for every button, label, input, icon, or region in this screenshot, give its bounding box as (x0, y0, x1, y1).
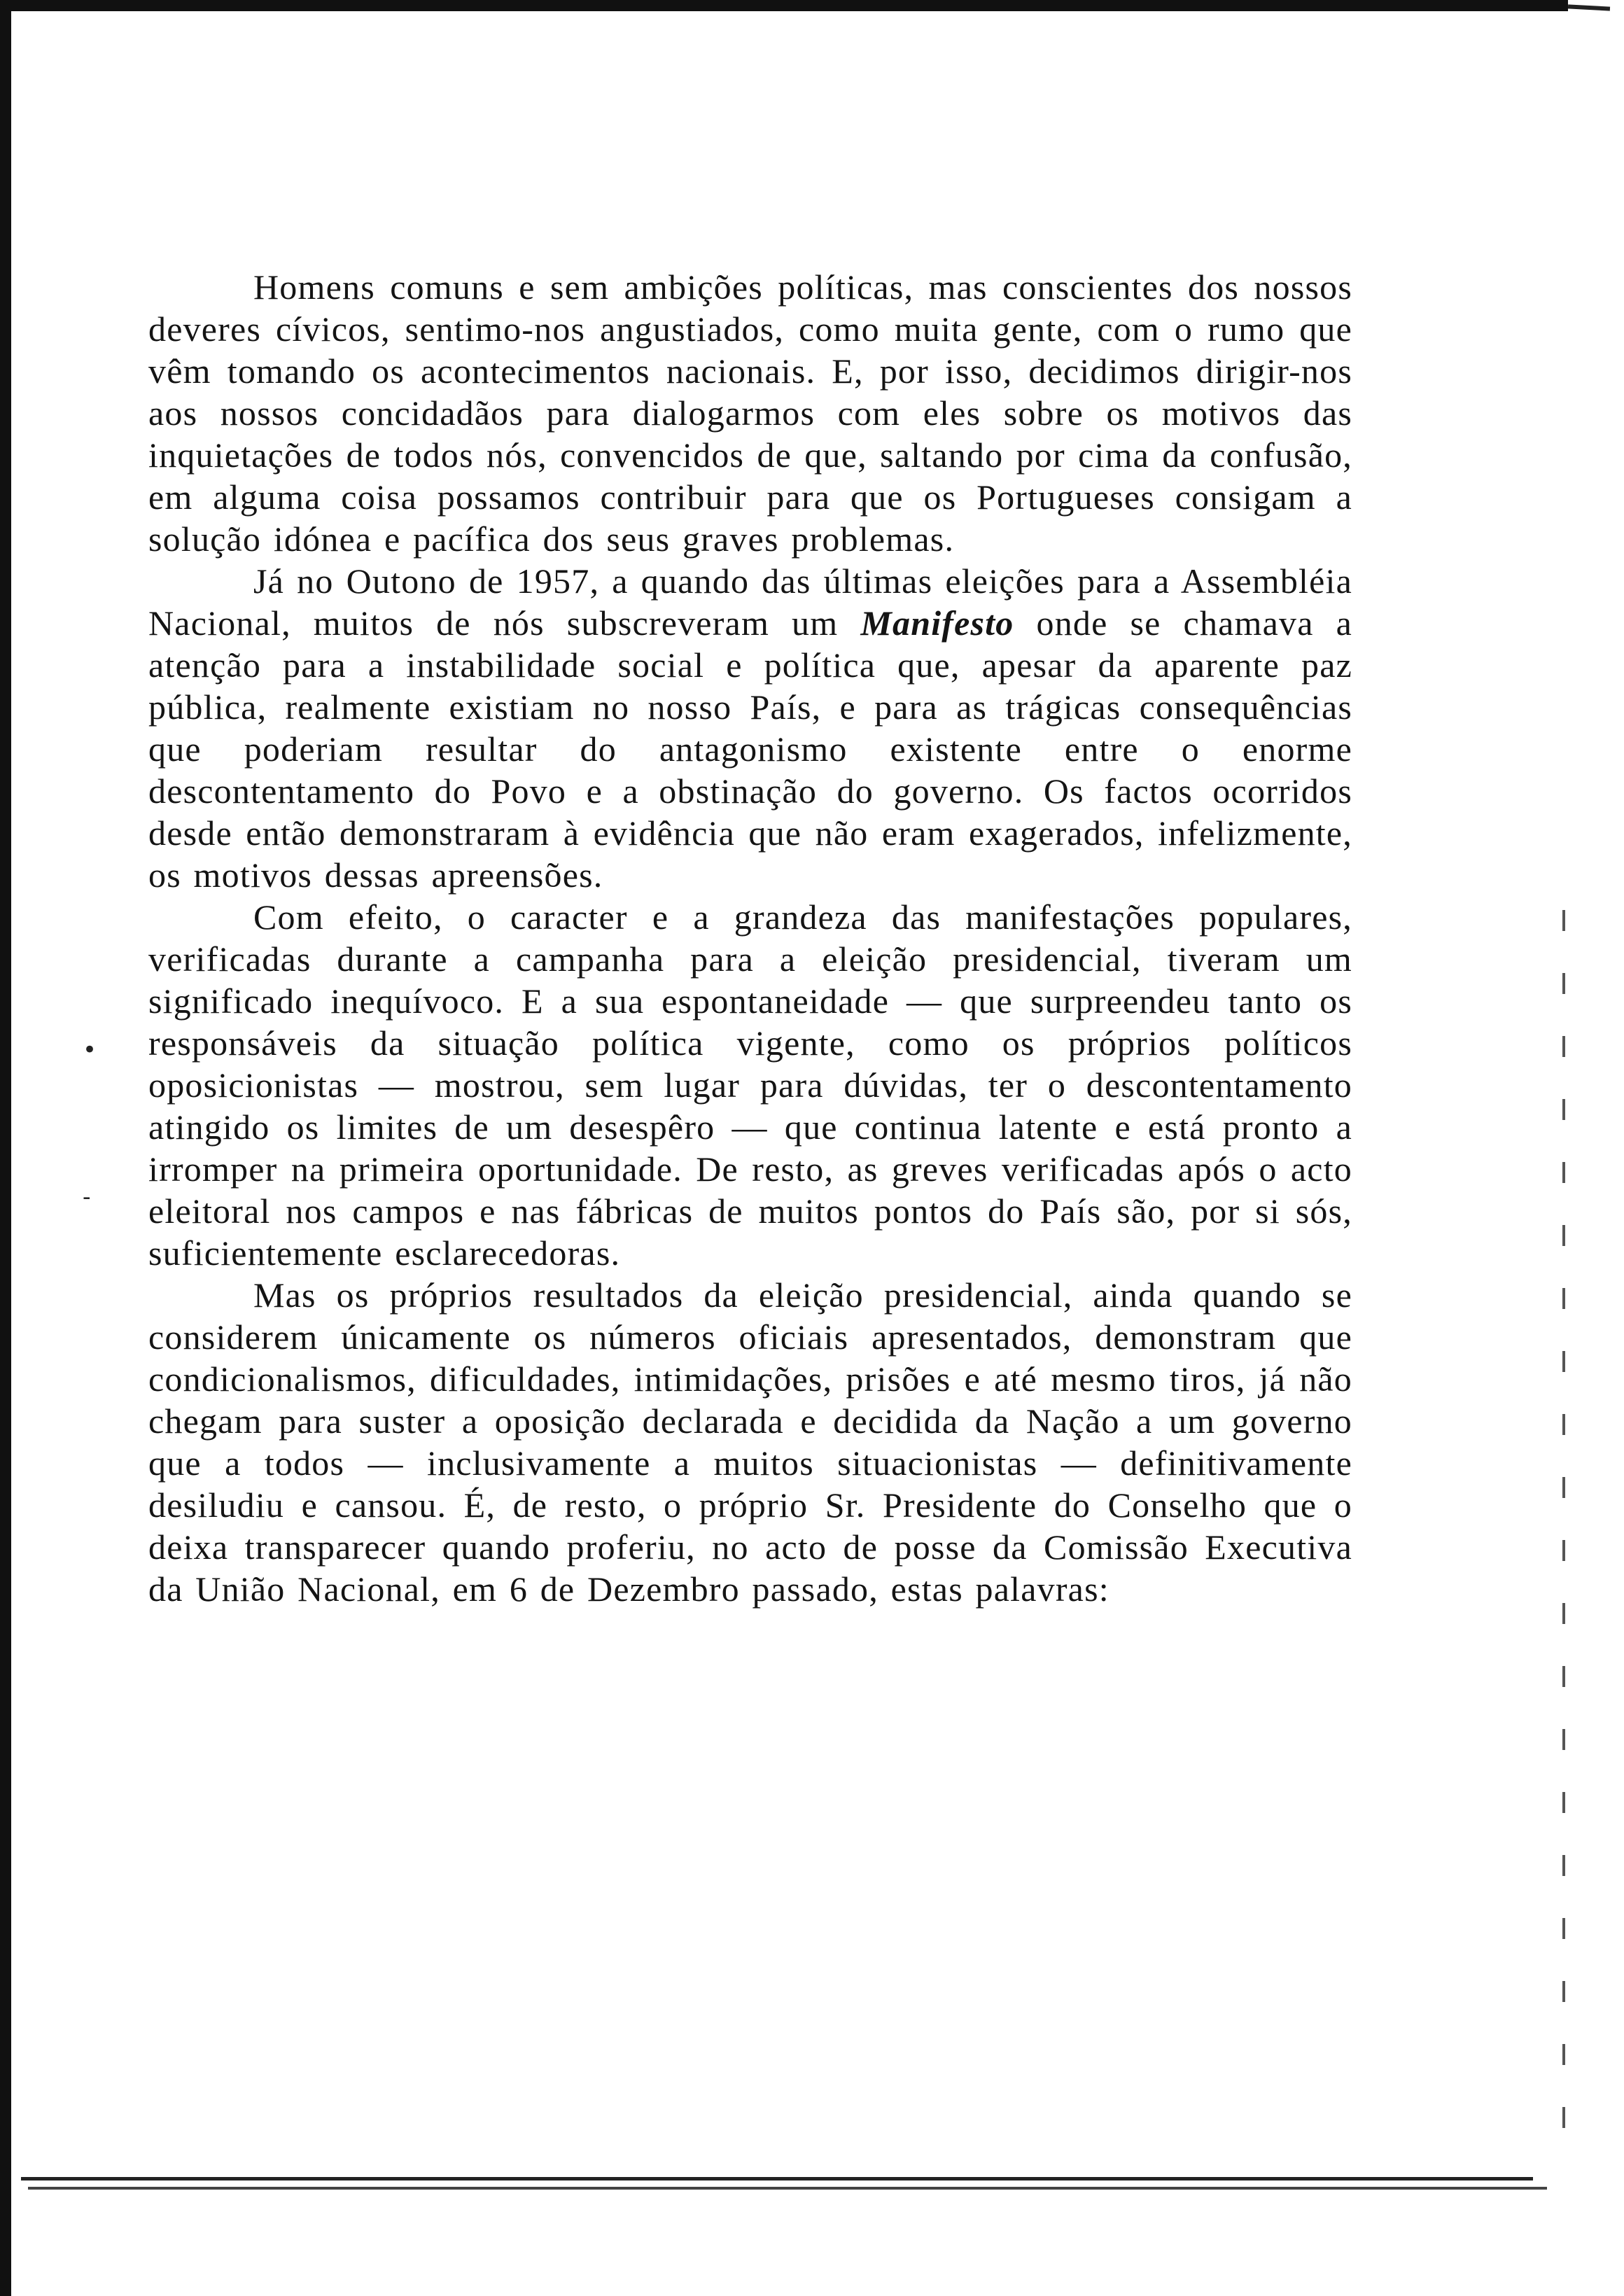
scan-border-left (0, 0, 11, 2296)
stray-ink-mark: - (83, 1183, 91, 1211)
scan-border-top (0, 0, 1568, 11)
scan-border-top-tail (1568, 4, 1610, 10)
scan-border-right (1562, 910, 1565, 2170)
scan-border-bottom (21, 2177, 1533, 2180)
stray-ink-mark: • (83, 1036, 97, 1064)
paragraph-3: Com efeito, o caracter e a grandeza das manifestações populares, verificadas durante a campanha para a eleição presidencial, tiveram um significado inequívoco. E a sua espontaneidade — que surpreendeu tanto os responsáveis da situação política vigente, como os próprios políticos oposicionistas — mostrou, sem lugar para dúvidas, ter o descontentamento atingido os limites de um desespêro — que continua latente e está pronto a irromper na primeira oportunidade. De resto, as greves verificadas após o acto eleitoral nos campos e nas fábricas de muitos pontos do País são, por si sós, suficientemente esclarecedoras. (148, 897, 1352, 1273)
body-text (148, 266, 1352, 1610)
paragraph-2 (148, 560, 1352, 896)
paragraph-2-start: Já no Outono de 1957, a quando das últimas eleições para a Assembléia Nacional, muitos de nós subscreveram um (148, 561, 1352, 643)
paragraph-2-end: onde se chamava a atenção para a instabilidade social e política que, apesar da aparente paz pública, realmente existiam no nosso País, e para as trágicas consequências que poderiam resultar do antagonismo existente entre o enorme descontentamento do Povo e a obstinação do governo. Os factos ocorridos desde então demonstraram à evidência que não eram exagerados, infelizmente, os motivos dessas apreensões. (148, 603, 1353, 895)
paragraph-1: Homens comuns e sem ambições políticas, mas conscientes dos nossos deveres cívicos, sentimo-nos angustiados, como muita gente, com o rumo que vêm tomando os acontecimentos nacionais. E, por isso, decidimos dirigir-nos aos nossos concidadãos para dialogarmos com eles sobre os motivos das inquietações de todos nós, convencidos de que, saltando por cima da confusão, em alguma coisa possamos contribuir para que os Portugueses consigam a solução idónea e pacífica dos seus graves problemas. (148, 267, 1352, 559)
paragraph-4: Mas os próprios resultados da eleição presidencial, ainda quando se considerem únicamente os números oficiais apresentados, demonstram que condicionalismos, dificuldades, intimidações, prisões e até mesmo tiros, já não chegam para suster a oposição declarada e decidida da Nação a um governo que a todos — inclusivamente a muitos situacionistas — definitivamente desiludiu e cansou. É, de resto, o próprio Sr. Presidente do Conselho que o deixa transparecer quando proferiu, no acto de posse da Comissão Executiva da União Nacional, em 6 de Dezembro passado, estas palavras: (148, 1275, 1352, 1609)
manifesto-emphasis: Manifesto (860, 603, 1014, 643)
scan-border-bottom-shadow (28, 2187, 1547, 2190)
